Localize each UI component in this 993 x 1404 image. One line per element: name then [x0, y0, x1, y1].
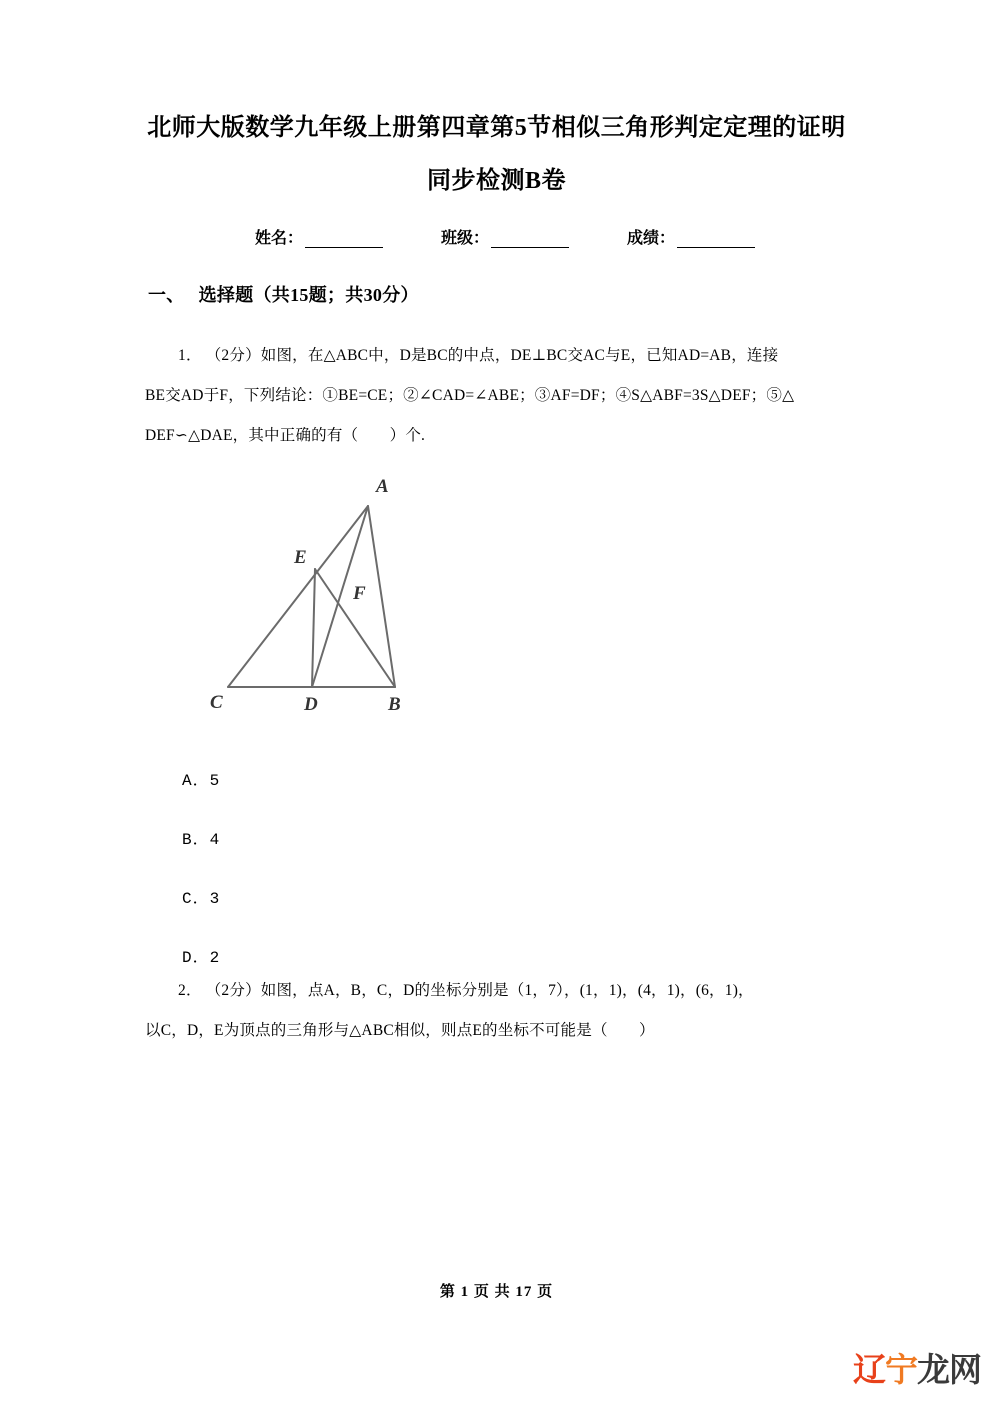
- question-1-choices: [182, 752, 220, 988]
- choice-c[interactable]: C．3: [182, 890, 221, 908]
- page-subtitle: 同步检测B卷: [426, 168, 566, 194]
- figure-segments: [228, 506, 395, 687]
- class-field-blank[interactable]: [491, 233, 569, 248]
- watermark-part-3: 龙网: [917, 1350, 981, 1389]
- figure-vertex-labels: [210, 476, 401, 715]
- vertex-label-F: F: [353, 583, 366, 604]
- question-2-line-2: 以C，D，E为顶点的三角形与△ABC相似，则点E的坐标不可能是（ ）: [145, 1022, 655, 1039]
- question-1-line-3: DEF∽△DAE，其中正确的有（ ）个.: [145, 427, 426, 444]
- section-heading: [148, 281, 419, 307]
- segment-ED: [312, 569, 315, 687]
- vertex-label-D: D: [304, 694, 318, 715]
- question-1-line-2: BE交AD于F，下列结论：①BE=CE；②∠CAD=∠ABE；③AF=DF；④S△ABF=3S△DEF；⑤△: [145, 387, 795, 404]
- watermark-part-2: 宁: [885, 1350, 917, 1389]
- student-info-row: [255, 225, 755, 248]
- choice-d[interactable]: D．2: [182, 949, 221, 967]
- vertex-label-B: B: [388, 694, 401, 715]
- triangle-abc-diagram: [196, 466, 456, 724]
- score-field-blank[interactable]: [677, 233, 755, 248]
- question-1: [145, 336, 857, 456]
- vertex-label-C: C: [210, 692, 223, 713]
- class-field[interactable]: [441, 225, 569, 248]
- name-field-label: 姓名：: [255, 230, 304, 247]
- section-title: 选择题（共15题；共30分）: [198, 285, 419, 305]
- question-2: [145, 971, 857, 1051]
- question-1-figure: [196, 466, 456, 724]
- segment-AB: [368, 506, 395, 687]
- question-1-line-1: 1． （2分）如图，在△ABC中，D是BC的中点，DE⊥BC交AC与E，已知AD=AB，连接: [178, 347, 779, 364]
- section-number: 一、: [148, 285, 185, 305]
- vertex-label-A: A: [376, 476, 389, 497]
- vertex-label-E: E: [294, 547, 307, 568]
- score-field[interactable]: [627, 225, 755, 248]
- segment-CA: [228, 506, 368, 687]
- page-footer: 第 1 页 共 17 页: [439, 1284, 554, 1300]
- class-field-label: 班级：: [440, 230, 489, 247]
- watermark-part-1: 辽: [853, 1350, 885, 1389]
- choice-a[interactable]: A．5: [182, 772, 221, 790]
- question-2-line-1: 2． （2分）如图，点A，B，C，D的坐标分别是（1，7），(1，1)，(4，1)，(6，1)，: [178, 982, 754, 999]
- name-field-blank[interactable]: [305, 233, 383, 248]
- name-field[interactable]: [255, 225, 383, 248]
- page-title: 北师大版数学九年级上册第四章第5节相似三角形判定定理的证明: [147, 115, 846, 141]
- watermark-logo: [853, 1350, 981, 1389]
- score-field-label: 成绩：: [626, 230, 675, 247]
- choice-b[interactable]: B．4: [182, 831, 221, 849]
